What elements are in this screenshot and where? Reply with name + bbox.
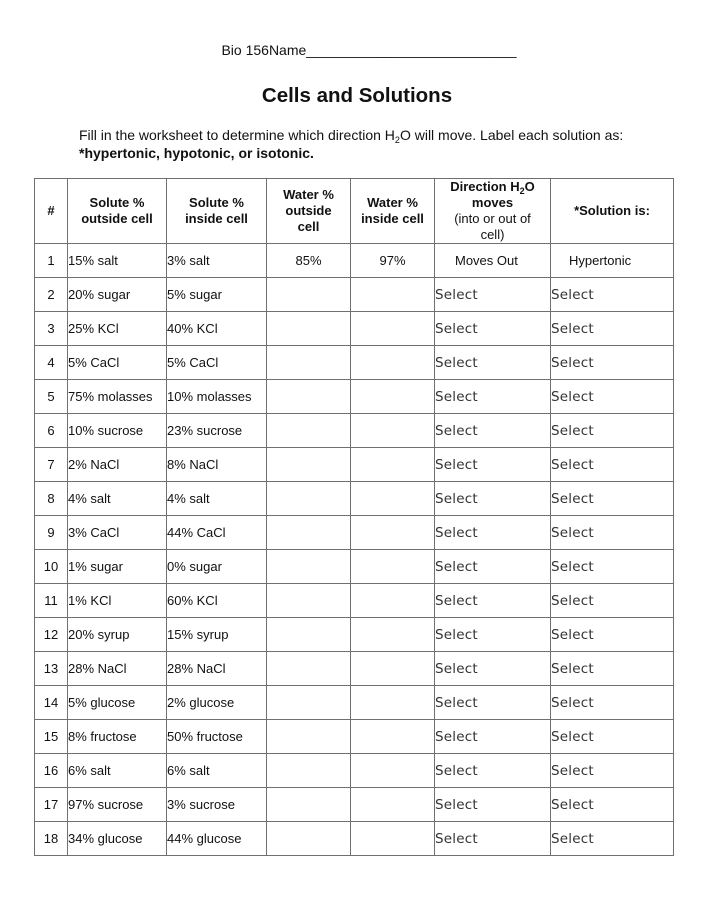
solute-inside-cell-text: 0% sugar [167,559,222,574]
water-inside-cell[interactable] [351,754,435,788]
direction-select[interactable] [435,584,551,618]
solute-inside-cell [167,482,267,516]
solute-outside-cell [68,516,167,550]
water-outside-cell[interactable] [267,380,351,414]
solute-inside-cell [167,380,267,414]
solution-select-text: Select [551,354,594,371]
row-number-text: 16 [43,763,59,778]
solute-inside-cell [167,278,267,312]
solution-select[interactable] [551,754,674,788]
solute-inside-cell [167,550,267,584]
water-outside-cell[interactable] [267,346,351,380]
solute-outside-cell-text: 3% CaCl [68,525,120,540]
solute-outside-cell [68,618,167,652]
solution-select-text: Select [551,694,594,711]
solute-inside-cell-text: 50% fructose [167,729,243,744]
solute-inside-cell-text: 3% salt [167,253,210,268]
instructions-text: Fill in the worksheet to determine which direction H [79,127,395,143]
solute-outside-cell [68,278,167,312]
row-number-text: 3 [47,321,55,336]
water-outside-cell[interactable] [267,754,351,788]
solute-outside-cell-text: 1% KCl [68,593,112,608]
direction-select-text: Select [435,728,478,745]
col-header-solution: *Solution is: [551,179,674,244]
direction-select-text: Select [435,320,478,337]
direction-select[interactable] [435,720,551,754]
solute-inside-cell [167,788,267,822]
solution-select-text: Select [551,830,594,847]
direction-select[interactable] [435,312,551,346]
solution-select[interactable] [551,482,674,516]
solution-select[interactable] [551,550,674,584]
row-number [35,346,68,380]
solute-outside-cell-text: 20% sugar [68,287,131,302]
row-number [35,618,68,652]
water-inside-cell[interactable] [351,686,435,720]
solute-inside-cell [167,686,267,720]
water-outside-cell[interactable] [267,584,351,618]
solution-select[interactable] [551,584,674,618]
direction-select[interactable] [435,754,551,788]
header-text-part: Direction H [450,179,520,194]
solute-outside-cell-text: 5% glucose [68,695,136,710]
subscript: 2 [519,186,525,196]
row-number [35,686,68,720]
col-header-direction [435,179,551,244]
solute-inside-cell-text: 6% salt [167,763,210,778]
col-header-water-inside [351,179,435,244]
row-number [35,244,68,278]
solution-select[interactable] [551,720,674,754]
water-inside-cell[interactable] [351,652,435,686]
solute-inside-cell [167,312,267,346]
table-body [35,244,674,856]
solution-select-text: Select [551,660,594,677]
water-inside-cell[interactable] [351,788,435,822]
row-number-text: 9 [47,525,55,540]
water-inside-cell[interactable] [351,516,435,550]
solution-select-text: Select [551,320,594,337]
solute-outside-cell [68,380,167,414]
header-text: outside [285,203,332,218]
solute-outside-cell [68,720,167,754]
solute-inside-cell-text: 44% glucose [167,831,242,846]
solution-cell[interactable] [551,244,674,278]
direction-select-text: Select [435,456,478,473]
direction-select[interactable] [435,414,551,448]
direction-select[interactable] [435,550,551,584]
table-row [35,414,674,448]
row-number-text: 4 [47,355,55,370]
course-label: Bio 156 [221,42,269,58]
solute-inside-cell [167,584,267,618]
col-header-water-outside [267,179,351,244]
instructions [79,126,679,162]
col-header-solute-inside [167,179,267,244]
solute-inside-cell [167,448,267,482]
solute-inside-cell-text: 8% NaCl [167,457,219,472]
header-text: cell) [480,227,505,242]
table-row [35,584,674,618]
water-inside-cell[interactable] [351,346,435,380]
water-outside-cell[interactable] [267,482,351,516]
water-outside-cell[interactable] [267,788,351,822]
water-inside-cell[interactable] [351,312,435,346]
solution-select-text: Select [551,558,594,575]
water-outside-cell[interactable] [267,414,351,448]
solute-outside-cell [68,686,167,720]
header-text-part: O [524,179,535,194]
water-outside-cell[interactable] [267,822,351,856]
header-text: moves [471,195,514,210]
solute-inside-cell [167,516,267,550]
solution-select-text: Select [551,524,594,541]
water-outside-cell-text: 85% [295,253,322,268]
header-text: inside cell [185,211,248,226]
solute-outside-cell-text: 8% fructose [68,729,137,744]
row-number-text: 17 [43,797,59,812]
solute-outside-cell-text: 6% salt [68,763,111,778]
instructions-text: O will move. Label each solution as: [399,127,624,143]
water-inside-cell[interactable] [351,822,435,856]
direction-select-text: Select [435,286,478,303]
row-number [35,516,68,550]
direction-select[interactable] [435,788,551,822]
table-row [35,380,674,414]
solution-select-text: Select [551,626,594,643]
solute-inside-cell [167,346,267,380]
solute-outside-cell-text: 25% KCl [68,321,119,336]
header-text: cell [297,219,320,234]
table-row [35,550,674,584]
solute-outside-cell-text: 34% glucose [68,831,143,846]
solute-inside-cell-text: 2% glucose [167,695,235,710]
water-outside-cell[interactable] [267,550,351,584]
direction-select-text: Select [435,558,478,575]
water-inside-cell[interactable] [351,448,435,482]
water-outside-cell[interactable] [267,448,351,482]
solute-inside-cell [167,822,267,856]
solution-select[interactable] [551,686,674,720]
solution-select[interactable] [551,516,674,550]
table-row [35,244,674,278]
table-row [35,516,674,550]
solute-inside-cell-text: 23% sucrose [167,423,243,438]
solution-select[interactable] [551,414,674,448]
solution-select[interactable] [551,448,674,482]
solute-outside-cell [68,482,167,516]
header-text: Solute % [89,195,145,210]
solution-select-text: Select [551,422,594,439]
solute-outside-cell-text: 20% syrup [68,627,130,642]
solution-select-text: Select [551,456,594,473]
solute-inside-cell [167,754,267,788]
water-inside-cell[interactable] [351,550,435,584]
solute-outside-cell [68,312,167,346]
direction-cell[interactable] [435,244,551,278]
direction-select-text: Select [435,830,478,847]
solute-outside-cell [68,652,167,686]
header-text: outside cell [81,211,153,226]
row-number [35,312,68,346]
row-number-text: 8 [47,491,55,506]
direction-select-text: Select [435,524,478,541]
table-row [35,686,674,720]
water-inside-cell[interactable] [351,414,435,448]
water-outside-cell[interactable] [267,720,351,754]
water-inside-cell[interactable] [351,278,435,312]
table-row [35,448,674,482]
direction-select-text: Select [435,354,478,371]
solute-outside-cell [68,414,167,448]
solute-outside-cell [68,244,167,278]
solute-outside-cell [68,822,167,856]
solute-inside-cell-text: 40% KCl [167,321,218,336]
header-text: (into or out of [454,211,531,226]
water-outside-cell[interactable] [267,618,351,652]
row-number-text: 1 [47,253,55,268]
row-number-text: 15 [43,729,59,744]
solution-select[interactable] [551,652,674,686]
solute-inside-cell-text: 5% sugar [167,287,222,302]
row-number [35,822,68,856]
row-number-text: 13 [43,661,59,676]
subscript: 2 [394,135,400,145]
direction-select[interactable] [435,278,551,312]
row-number [35,754,68,788]
solute-inside-cell-text: 3% sucrose [167,797,235,812]
direction-cell-text: Moves Out [455,253,518,268]
row-number-text: 5 [47,389,55,404]
solute-inside-cell-text: 4% salt [167,491,210,506]
solute-outside-cell-text: 2% NaCl [68,457,120,472]
water-inside-cell[interactable] [351,584,435,618]
table-row [35,720,674,754]
row-number [35,278,68,312]
row-number-text: 18 [43,831,59,846]
solution-select-text: Select [551,388,594,405]
table-row [35,312,674,346]
table-row [35,788,674,822]
water-inside-cell[interactable] [351,380,435,414]
solution-select-text: Select [551,796,594,813]
water-inside-cell[interactable] [351,244,435,278]
solution-select-text: Select [551,728,594,745]
solute-inside-cell [167,244,267,278]
direction-select-text: Select [435,694,478,711]
solute-outside-cell-text: 4% salt [68,491,111,506]
table-row [35,822,674,856]
water-outside-cell[interactable] [267,516,351,550]
name-label: Name [268,42,307,58]
solute-inside-cell [167,652,267,686]
solute-outside-cell-text: 10% sucrose [68,423,144,438]
table-row [35,482,674,516]
solution-select[interactable] [551,618,674,652]
direction-select-text: Select [435,660,478,677]
direction-select-text: Select [435,422,478,439]
header-text: Water % [367,195,418,210]
water-outside-cell[interactable] [267,312,351,346]
col-header-solute-outside [68,179,167,244]
direction-select[interactable] [435,652,551,686]
row-number [35,720,68,754]
direction-select-text: Select [435,490,478,507]
solution-select[interactable] [551,380,674,414]
header-text: Water % [283,187,334,202]
header-row [35,179,674,244]
direction-select-text: Select [435,762,478,779]
water-outside-cell[interactable] [267,278,351,312]
solute-outside-cell-text: 75% molasses [68,389,153,404]
row-number [35,550,68,584]
direction-select-text: Select [435,796,478,813]
solution-cell-text: Hypertonic [569,253,632,268]
direction-select[interactable] [435,448,551,482]
row-number [35,584,68,618]
solute-outside-cell [68,346,167,380]
row-number [35,380,68,414]
solution-select[interactable] [551,312,674,346]
table-row [35,754,674,788]
solute-outside-cell [68,584,167,618]
solution-select[interactable] [551,346,674,380]
solute-inside-cell-text: 44% CaCl [167,525,226,540]
col-header-num: # [35,179,68,244]
solution-select-text: Select [551,286,594,303]
direction-select[interactable] [435,482,551,516]
water-inside-cell[interactable] [351,618,435,652]
row-number [35,788,68,822]
solute-inside-cell-text: 28% NaCl [167,661,226,676]
worksheet-header [0,42,714,58]
solution-select[interactable] [551,788,674,822]
row-number-text: 7 [47,457,55,472]
solute-inside-cell-text: 15% syrup [167,627,229,642]
header-text: inside cell [361,211,424,226]
solution-select[interactable] [551,278,674,312]
row-number [35,414,68,448]
name-blank[interactable]: ___________________________ [306,42,517,58]
row-number [35,652,68,686]
water-inside-cell-text: 97% [379,253,406,268]
solute-outside-cell-text: 97% sucrose [68,797,144,812]
direction-select-text: Select [435,626,478,643]
worksheet-table [34,178,674,856]
direction-select[interactable] [435,686,551,720]
header-text: Solute % [189,195,244,210]
solution-select[interactable] [551,822,674,856]
row-number-text: 11 [44,593,58,608]
solution-select-text: Select [551,762,594,779]
direction-select-text: Select [435,388,478,405]
table-row [35,652,674,686]
solute-inside-cell-text: 60% KCl [167,593,218,608]
row-number-text: 6 [47,423,55,438]
direction-select-text: Select [435,592,478,609]
row-number [35,448,68,482]
water-inside-cell[interactable] [351,720,435,754]
row-number-text: 10 [43,559,59,574]
solute-inside-cell [167,618,267,652]
solute-outside-cell-text: 15% salt [68,253,118,268]
solution-select-text: Select [551,592,594,609]
row-number-text: 14 [43,695,59,710]
table-row [35,346,674,380]
direction-select[interactable] [435,516,551,550]
solute-inside-cell [167,414,267,448]
direction-select[interactable] [435,618,551,652]
water-outside-cell[interactable] [267,244,351,278]
row-number [35,482,68,516]
solute-outside-cell [68,448,167,482]
direction-select[interactable] [435,822,551,856]
solute-inside-cell-text: 5% CaCl [167,355,219,370]
solute-outside-cell [68,754,167,788]
instructions-line-2: *hypertonic, hypotonic, or isotonic. [79,145,314,161]
solute-outside-cell [68,550,167,584]
water-outside-cell[interactable] [267,686,351,720]
table-row [35,278,674,312]
solute-inside-cell [167,720,267,754]
solute-outside-cell-text: 28% NaCl [68,661,127,676]
direction-select[interactable] [435,380,551,414]
water-inside-cell[interactable] [351,482,435,516]
row-number-text: 2 [47,287,55,302]
row-number-text: 12 [43,627,59,642]
header-text [435,179,550,195]
solution-select-text: Select [551,490,594,507]
instructions-line-1 [79,126,679,144]
solute-outside-cell-text: 1% sugar [68,559,123,574]
direction-select[interactable] [435,346,551,380]
water-outside-cell[interactable] [267,652,351,686]
solute-outside-cell-text: 5% CaCl [68,355,120,370]
page-title: Cells and Solutions [261,84,453,107]
solute-inside-cell-text: 10% molasses [167,389,252,404]
solute-outside-cell [68,788,167,822]
table-row [35,618,674,652]
